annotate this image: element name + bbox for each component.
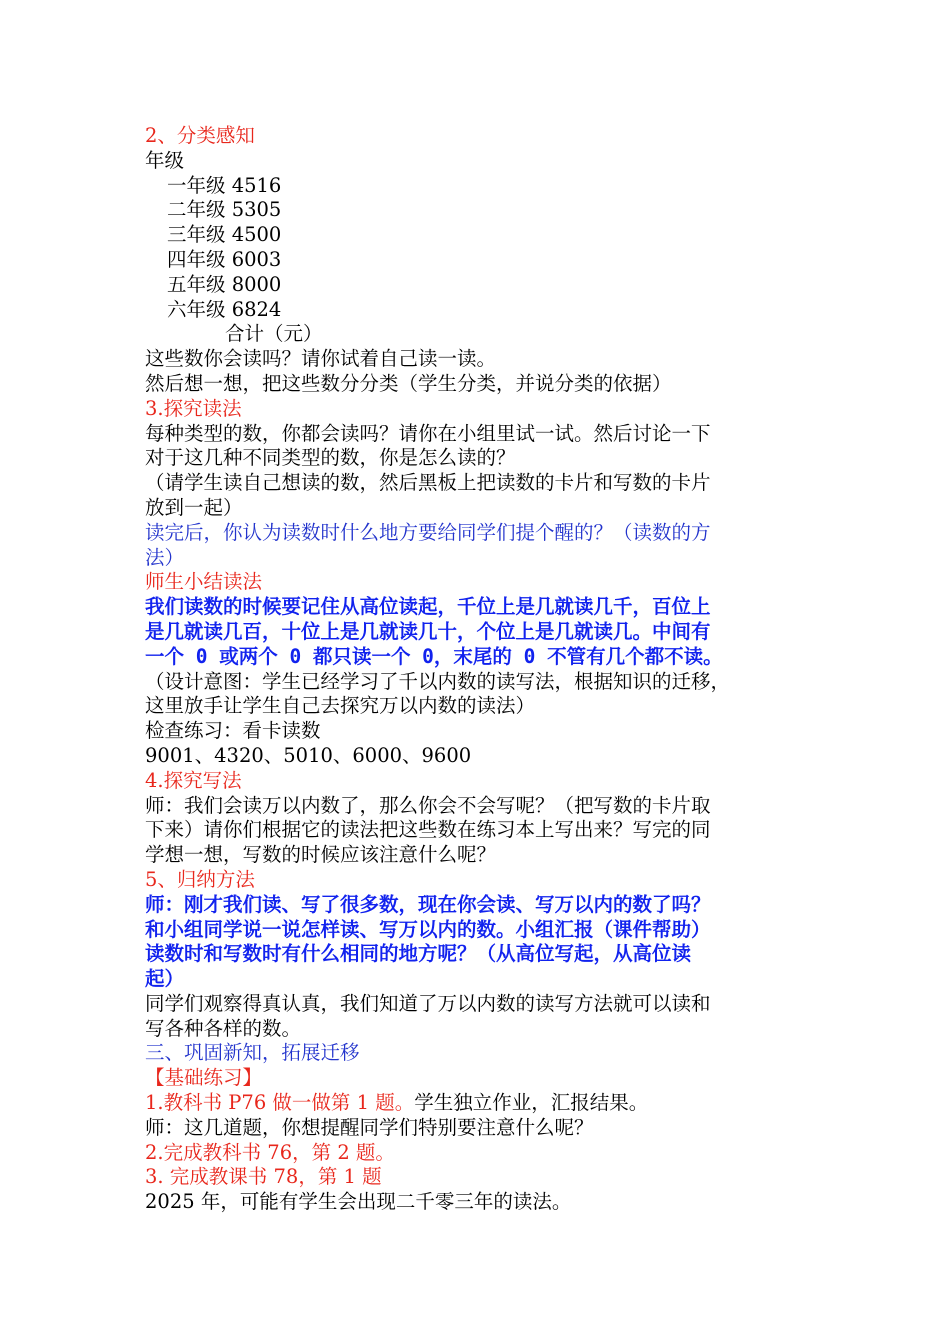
grade-row: 三年级 4500 xyxy=(167,223,282,247)
read-question: 这些数你会读吗？请你试着自己读一读。 xyxy=(145,347,497,371)
grade-row: 四年级 6003 xyxy=(167,247,282,271)
reading-reminder-line: 读完后，你认为读数时什么地方要给同学们提个醒的？（读数的方 xyxy=(145,520,711,544)
paragraph-line: 每种类型的数，你都会读吗？请你在小组里试一试。然后讨论一下 xyxy=(145,421,711,445)
summary-line: 一个 0 或两个 0 都只读一个 0，末尾的 0 不管有几个都不读。 xyxy=(145,644,723,668)
section-5-title: 5、归纳方法 xyxy=(145,867,255,891)
exercise-3: 3. 完成教课书 78，第 1 题 xyxy=(145,1165,382,1189)
exercise-1-question: 师：这几道题，你想提醒同学们特别要注意什么呢？ xyxy=(145,1115,594,1139)
grade-row: 五年级 8000 xyxy=(167,272,282,296)
exercise-1-note: 学生独立作业，汇报结果。 xyxy=(414,1091,649,1115)
method-line: 师：刚才我们读、写了很多数，现在你会读、写万以内的数了吗？ xyxy=(145,892,711,916)
method-line: 和小组同学说一说怎样读、写万以内的数。小组汇报（课件帮助） xyxy=(145,917,711,941)
method-line: 起） xyxy=(145,967,185,991)
exercise-2: 2.完成教科书 76，第 2 题。 xyxy=(145,1140,395,1164)
check-numbers: 9001、4320、5010、6000、9600 xyxy=(145,743,472,767)
reading-reminder-line: 法） xyxy=(145,545,185,569)
paragraph-line: 写各种各样的数。 xyxy=(145,1016,302,1040)
summary-title: 师生小结读法 xyxy=(145,570,263,594)
section-3-title: 3.探究读法 xyxy=(145,396,242,420)
paragraph-line: （请学生读自己想读的数，然后黑板上把读数的卡片和写数的卡片 xyxy=(145,471,711,495)
summary-line: 是几就读几百，十位上是几就读几十，个位上是几就读几。中间有 xyxy=(145,619,711,643)
exercise-1-ref: 1.教科书 P76 做一做第 1 题。 xyxy=(145,1091,415,1115)
grade-row: 六年级 6824 xyxy=(167,297,282,321)
summary-line: 我们读数的时候要记住从高位读起，千位上是几就读几千，百位上 xyxy=(145,595,711,619)
paragraph-line: 学想一想，写数的时候应该注意什么呢？ xyxy=(145,843,497,867)
design-intent-line: （设计意图：学生已经学习了千以内数的读写法，根据知识的迁移， xyxy=(145,669,731,693)
paragraph-line: 下来）请你们根据它的读法把这些数在练习本上写出来？写完的同 xyxy=(145,818,711,842)
section-2-title: 2、分类感知 xyxy=(145,124,255,147)
grade-row: 一年级 4516 xyxy=(167,173,282,197)
paragraph-line: 对于这几种不同类型的数，你是怎么读的？ xyxy=(145,446,516,470)
method-line: 读数时和写数时有什么相同的地方呢？（从高位写起，从高位读 xyxy=(145,942,692,966)
paragraph-line: 师：我们会读万以内数了，那么你会不会写呢？（把写数的卡片取 xyxy=(145,793,711,817)
basic-practice-title: 【基础练习】 xyxy=(145,1066,263,1090)
document-body xyxy=(145,124,805,1215)
paragraph-line: 放到一起） xyxy=(145,495,243,519)
exercise-1 xyxy=(145,1091,805,1116)
grade-row: 二年级 5305 xyxy=(167,198,282,222)
exercise-3-note: 2025 年，可能有学生会出现二千零三年的读法。 xyxy=(145,1190,572,1214)
total-label: 合计（元） xyxy=(225,322,323,346)
classify-instruction: 然后想一想，把这些数分分类（学生分类，并说分类的依据） xyxy=(145,371,672,395)
part-3-title: 三、巩固新知，拓展迁移 xyxy=(145,1041,360,1065)
design-intent-line: 这里放手让学生自己去探究万以内数的读法） xyxy=(145,694,536,718)
paragraph-line: 同学们观察得真认真，我们知道了万以内数的读写方法就可以读和 xyxy=(145,991,711,1015)
section-4-title: 4.探究写法 xyxy=(145,768,242,792)
grade-label: 年级 xyxy=(145,148,185,172)
check-exercise: 检查练习：看卡读数 xyxy=(145,719,321,743)
